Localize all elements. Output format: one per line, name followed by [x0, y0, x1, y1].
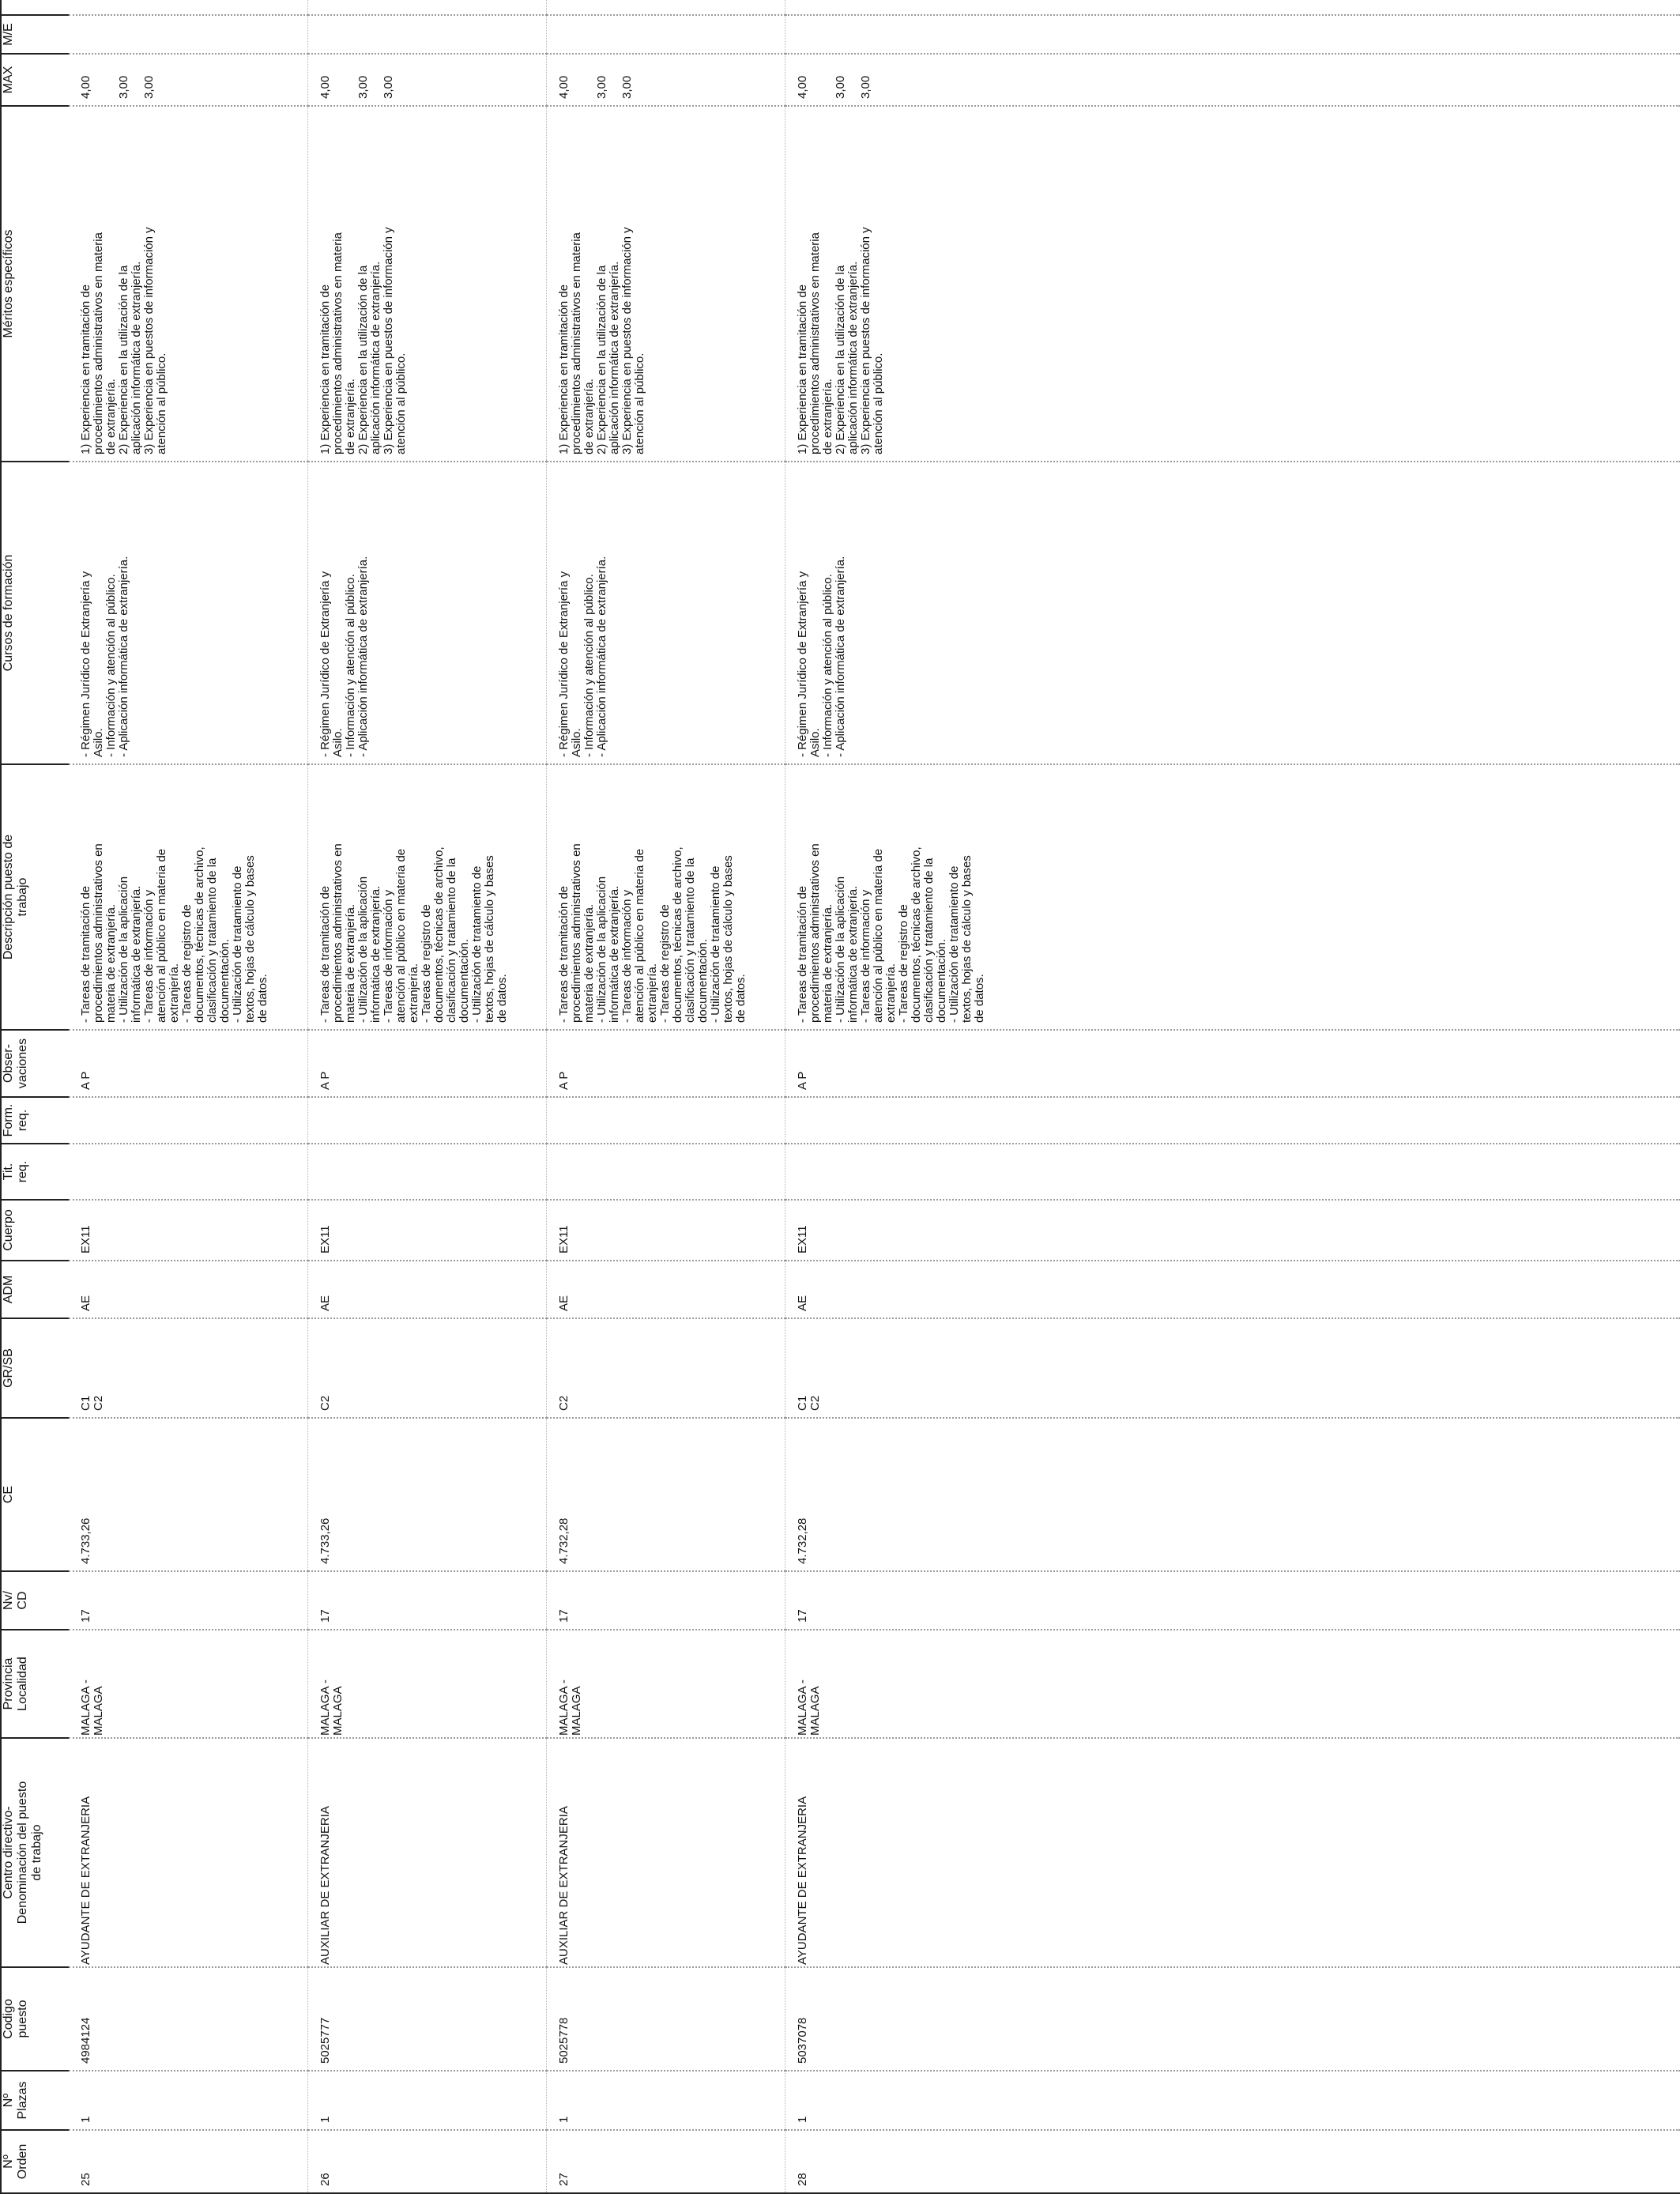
cell-denominacion: AYUDANTE DE EXTRANJERIA [69, 1738, 307, 1967]
trailing-blank [69, 0, 307, 15]
cell-adm: AE [69, 1261, 307, 1318]
cell-me [546, 15, 785, 54]
cell-plazas: 1 [307, 2071, 546, 2130]
cell-cuerpo: EX11 [307, 1200, 546, 1261]
cell-cursos: - Régimen Jurídico de Extranjería y Asilo. - Información y atención al público. - Aplicación informática de extranjería. [546, 462, 785, 764]
cell-cursos: - Régimen Jurídico de Extranjería y Asilo. - Información y atención al público. - Aplicación informática de extranjería. [785, 462, 1680, 764]
cell-nivel: 17 [69, 1571, 307, 1630]
cell-grupo: C1 C2 [785, 1318, 1680, 1418]
cell-formacion [69, 1097, 307, 1144]
cell-plazas: 1 [69, 2071, 307, 2130]
header-adm: ADM [1, 1261, 69, 1318]
cell-ce: 4.732,28 [785, 1418, 1680, 1571]
cell-descripcion: - Tareas de tramitación de procedimientos administrativos en materia de extranjería. - Utilización de la aplicación informática de extranjería. - Tareas de información y atención al público en materia de extranjería. - Tareas de registro de documentos, técnicas de archivo, clasificación y tratamiento de la documentación. - Utilización de tratamiento de textos, hojas de cálculo y bases de datos. [785, 764, 1680, 1030]
cell-adm: AE [785, 1261, 1680, 1318]
cell-max: 4,00 3,00 3,00 [69, 54, 307, 106]
cell-ce: 4.732,28 [546, 1418, 785, 1571]
cell-titulacion [546, 1144, 785, 1200]
cell-descripcion: - Tareas de tramitación de procedimientos administrativos en materia de extranjería. - Utilización de la aplicación informática de extranjería. - Tareas de información y atención al público en materia de extranjería. - Tareas de registro de documentos, técnicas de archivo, clasificación y tratamiento de la documentación. - Utilización de tratamiento de textos, hojas de cálculo y bases de datos. [546, 764, 785, 1030]
cell-nivel: 17 [307, 1571, 546, 1630]
header-cuerpo: Cuerpo [1, 1200, 69, 1261]
table-row [307, 0, 546, 2193]
header-observaciones: Obser- vaciones [1, 1030, 69, 1097]
header-max: MAX [1, 54, 69, 106]
header-centro: Centro directivo- Denominación del puesto de trabajo [1, 1738, 69, 1967]
cell-denominacion: AUXILIAR DE EXTRANJERIA [307, 1738, 546, 1967]
cell-me [785, 15, 1680, 54]
cell-formacion [546, 1097, 785, 1144]
cell-titulacion [69, 1144, 307, 1200]
cell-plazas: 1 [785, 2071, 1680, 2130]
cell-codigo: 4984124 [69, 1967, 307, 2071]
cell-observaciones: A P [785, 1030, 1680, 1097]
cell-grupo: C1 C2 [69, 1318, 307, 1418]
cell-plazas: 1 [546, 2071, 785, 2130]
header-me: M/E [1, 15, 69, 54]
trailing-blank [546, 0, 785, 15]
cell-descripcion: - Tareas de tramitación de procedimientos administrativos en materia de extranjería. - Utilización de la aplicación informática de extranjería. - Tareas de información y atención al público en materia de extranjería. - Tareas de registro de documentos, técnicas de archivo, clasificación y tratamiento de la documentación. - Utilización de tratamiento de textos, hojas de cálculo y bases de datos. [307, 764, 546, 1030]
cell-max: 4,00 3,00 3,00 [785, 54, 1680, 106]
header-provincia: Provincia Localidad [1, 1630, 69, 1738]
header-descripcion: Descripción puesto de trabajo [1, 764, 69, 1030]
cell-titulacion [307, 1144, 546, 1200]
trailing-blank [307, 0, 546, 15]
cell-me [69, 15, 307, 54]
table-row [546, 0, 785, 2193]
cell-cuerpo: EX11 [69, 1200, 307, 1261]
header-row [1, 0, 69, 2193]
cell-titulacion [785, 1144, 1680, 1200]
header-formacion: Form. req. [1, 1097, 69, 1144]
cell-orden: 27 [546, 2130, 785, 2193]
cell-meritos: 1) Experiencia en tramitación de procedimientos administrativos en materia de extranjería. 2) Experiencia en la utilización de la aplicación informática de extranjería. 3) Experiencia en puestos de información y atención al público. [69, 106, 307, 462]
cell-nivel: 17 [785, 1571, 1680, 1630]
cell-adm: AE [307, 1261, 546, 1318]
cell-provincia: MALAGA - MALAGA [69, 1630, 307, 1738]
cell-nivel: 17 [546, 1571, 785, 1630]
header-codigo: Codigo puesto [1, 1967, 69, 2071]
cell-denominacion: AYUDANTE DE EXTRANJERIA [785, 1738, 1680, 1967]
cell-meritos: 1) Experiencia en tramitación de procedimientos administrativos en materia de extranjería. 2) Experiencia en la utilización de la aplicación informática de extranjería. 3) Experiencia en puestos de información y atención al público. [546, 106, 785, 462]
cell-meritos: 1) Experiencia en tramitación de procedimientos administrativos en materia de extranjería. 2) Experiencia en la utilización de la aplicación informática de extranjería. 3) Experiencia en puestos de información y atención al público. [307, 106, 546, 462]
cell-me [307, 15, 546, 54]
cell-max: 4,00 3,00 3,00 [307, 54, 546, 106]
cell-codigo: 5025777 [307, 1967, 546, 2071]
cell-ce: 4.733,26 [69, 1418, 307, 1571]
table-row [69, 0, 307, 2193]
cell-grupo: C2 [546, 1318, 785, 1418]
cell-cuerpo: EX11 [546, 1200, 785, 1261]
cell-orden: 25 [69, 2130, 307, 2193]
cell-grupo: C2 [307, 1318, 546, 1418]
cell-cursos: - Régimen Jurídico de Extranjería y Asilo. - Información y atención al público. - Aplicación informática de extranjería. [307, 462, 546, 764]
header-ce: CE [1, 1418, 69, 1571]
cell-denominacion: AUXILIAR DE EXTRANJERIA [546, 1738, 785, 1967]
header-nivel: Nv/ CD [1, 1571, 69, 1630]
cell-codigo: 5037078 [785, 1967, 1680, 2071]
cell-codigo: 5025778 [546, 1967, 785, 2071]
header-cursos: Cursos de formación [1, 462, 69, 764]
cell-orden: 26 [307, 2130, 546, 2193]
cell-provincia: MALAGA - MALAGA [546, 1630, 785, 1738]
header-titulacion: Tit. req. [1, 1144, 69, 1200]
cell-formacion [307, 1097, 546, 1144]
cell-ce: 4.733,26 [307, 1418, 546, 1571]
header-plazas: Nº Plazas [1, 2071, 69, 2130]
cell-observaciones: A P [307, 1030, 546, 1097]
cell-adm: AE [546, 1261, 785, 1318]
cell-max: 4,00 3,00 3,00 [546, 54, 785, 106]
cell-observaciones: A P [546, 1030, 785, 1097]
cell-provincia: MALAGA - MALAGA [785, 1630, 1680, 1738]
header-orden: Nº Orden [1, 2130, 69, 2193]
trailing-blank [785, 0, 1680, 15]
header-trailing-blank [1, 0, 69, 15]
header-grupo: GR/SB [1, 1318, 69, 1418]
cell-orden: 28 [785, 2130, 1680, 2193]
cell-observaciones: A P [69, 1030, 307, 1097]
cell-meritos: 1) Experiencia en tramitación de procedimientos administrativos en materia de extranjería. 2) Experiencia en la utilización de la aplicación informática de extranjería. 3) Experiencia en puestos de información y atención al público. [785, 106, 1680, 462]
header-meritos: Méritos específicos [1, 106, 69, 462]
table-row [785, 0, 1680, 2193]
cell-cuerpo: EX11 [785, 1200, 1680, 1261]
cell-cursos: - Régimen Jurídico de Extranjería y Asilo. - Información y atención al público. - Aplicación informática de extranjería. [69, 462, 307, 764]
cell-provincia: MALAGA - MALAGA [307, 1630, 546, 1738]
cell-formacion [785, 1097, 1680, 1144]
cell-descripcion: - Tareas de tramitación de procedimientos administrativos en materia de extranjería. - Utilización de la aplicación informática de extranjería. - Tareas de información y atención al público en materia de extranjería. - Tareas de registro de documentos, técnicas de archivo, clasificación y tratamiento de la documentación. - Utilización de tratamiento de textos, hojas de cálculo y bases de datos. [69, 764, 307, 1030]
